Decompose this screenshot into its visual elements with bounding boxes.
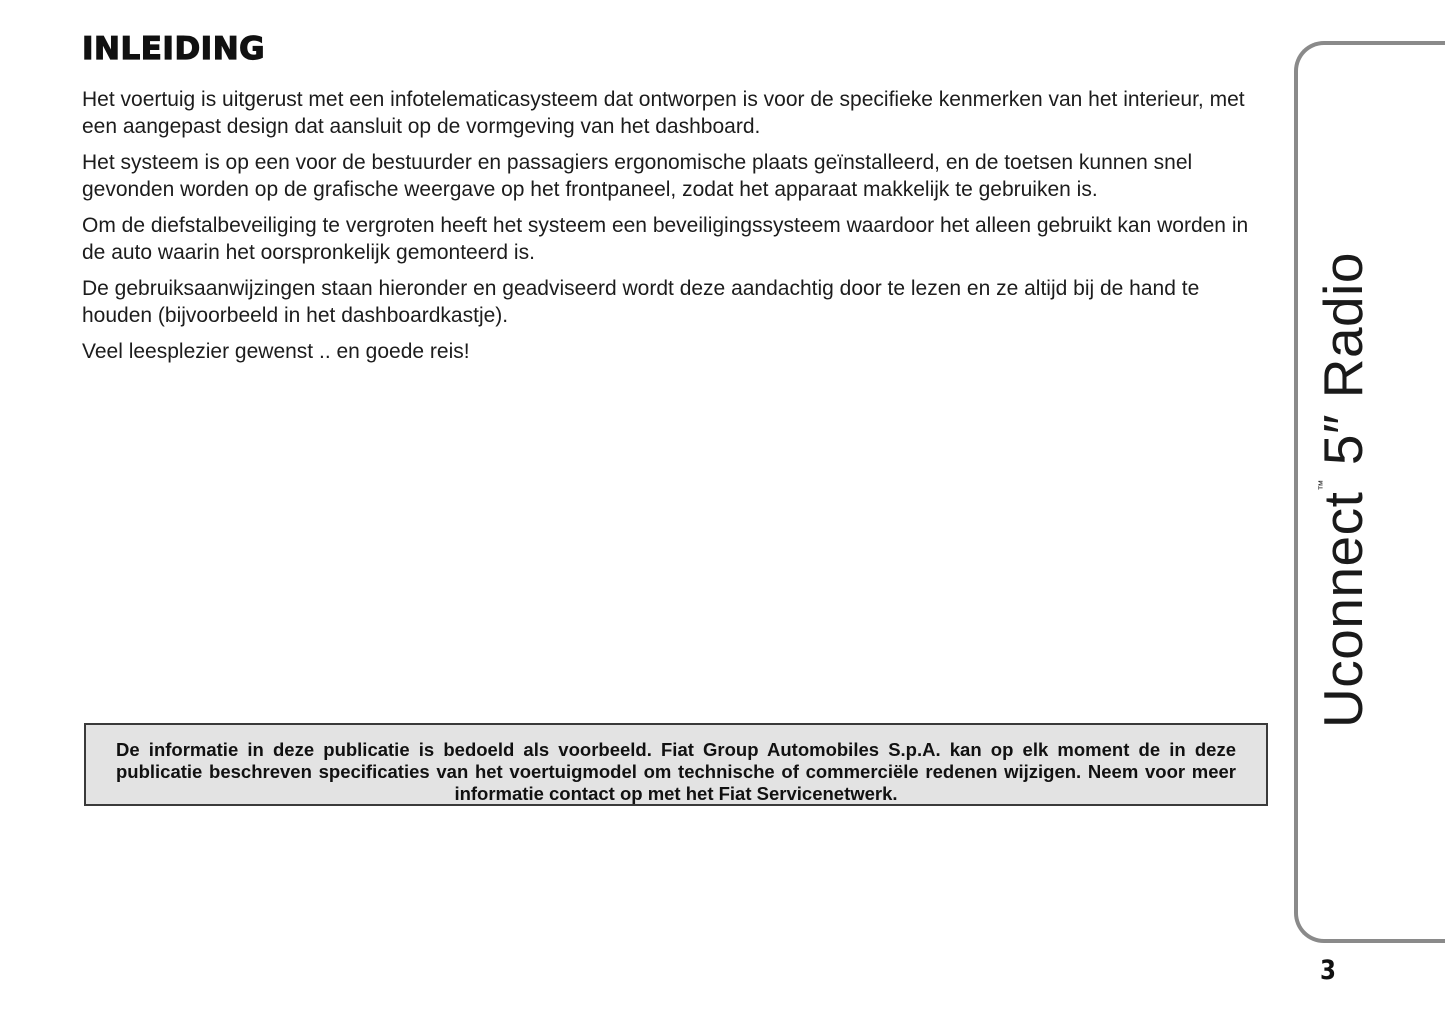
- paragraph: Het systeem is op een voor de bestuurder en passagiers ergonomische plaats geïnstalleerd, en de toetsen kunnen snel gevonden worden op de grafische weergave op het frontpaneel, zodat het apparaat makkelijk te gebruiken is.: [82, 151, 1193, 201]
- section-tab-title-rest: 5″ Radio: [1312, 252, 1374, 466]
- notice-box: [84, 723, 1268, 806]
- page-title: INLEIDING: [82, 31, 266, 67]
- page-number: 3: [1320, 955, 1336, 986]
- section-tab-title: [1311, 252, 1375, 728]
- body-text: [82, 87, 1262, 376]
- paragraph: De gebruiksaanwijzingen staan hieronder en geadviseerd wordt deze aandachtig door te lezen en ze altijd bij de hand te houden (bijvoorbeeld in het dashboardkastje).: [82, 277, 1200, 327]
- paragraph: Om de diefstalbeveiliging te vergroten heeft het systeem een beveiligingssysteem waardoor het alleen gebruikt kan worden in de auto waarin het oorspronkelijk gemonteerd is.: [82, 214, 1249, 264]
- paragraph: Het voertuig is uitgerust met een infotelematicasysteem dat ontworpen is voor de specifieke kenmerken van het interieur, met een aangepast design dat aansluit op de vormgeving van het dashboard.: [82, 88, 1245, 138]
- paragraph: Veel leesplezier gewenst .. en goede reis!: [82, 340, 470, 363]
- notice-text: De informatie in deze publicatie is bedoeld als voorbeeld. Fiat Group Automobiles S.p.A. kan op elk moment de in deze publicatie beschreven specificaties van het voertuigmodel om technische of commerciële redenen wijzigen. Neem voor meer informatie contact op met het Fiat Servicenetwerk.: [116, 739, 1236, 804]
- section-tab-title-main: Uconnect: [1312, 491, 1374, 728]
- trademark-symbol: ™: [1317, 479, 1329, 491]
